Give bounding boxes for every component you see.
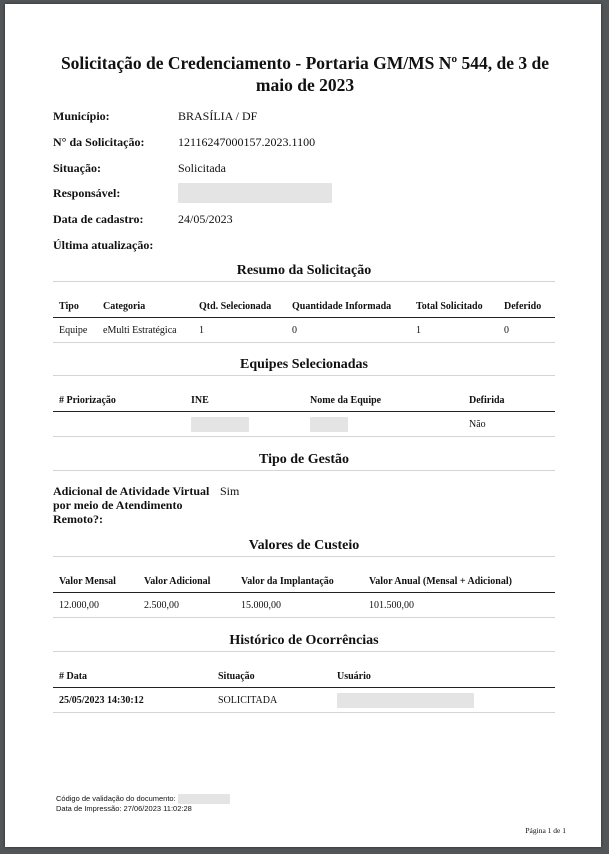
document-footer xyxy=(56,794,230,813)
table-cell: eMulti Estratégica xyxy=(97,318,193,343)
table-cell xyxy=(53,412,185,437)
column-header: Defirida xyxy=(463,389,555,412)
resumo-table xyxy=(53,295,555,343)
column-header: Usuário xyxy=(331,665,555,688)
redacted-block xyxy=(191,417,249,432)
table-cell: 25/05/2023 14:30:12 xyxy=(53,688,212,713)
meta-label: Data de cadastro: xyxy=(53,212,144,226)
column-header: Total Solicitado xyxy=(410,295,498,318)
meta-label: Responsável: xyxy=(53,186,121,200)
table-cell: 1 xyxy=(193,318,286,343)
table-row xyxy=(53,688,555,713)
section-title-resumo: Resumo da Solicitação xyxy=(53,263,555,282)
meta-label: Situação: xyxy=(53,161,101,175)
table-header-row xyxy=(53,665,555,688)
meta-label: N° da Solicitação: xyxy=(53,135,145,149)
table-header-row xyxy=(53,570,555,593)
redacted-block xyxy=(310,417,348,432)
table-cell: SOLICITADA xyxy=(212,688,331,713)
validation-code-line xyxy=(56,794,230,804)
section-title-gestao: Tipo de Gestão xyxy=(53,452,555,471)
table-header-row xyxy=(53,389,555,412)
gestao-value: Sim xyxy=(220,484,240,498)
validation-code-label: Código de validação do documento: xyxy=(56,794,176,803)
redacted-block xyxy=(178,794,230,804)
column-header: Deferido xyxy=(498,295,555,318)
meta-value: BRASÍLIA / DF xyxy=(178,109,258,123)
meta-label: Última atualização: xyxy=(53,238,154,252)
table-cell: 15.000,00 xyxy=(235,593,363,618)
table-cell-redacted xyxy=(331,688,555,713)
column-header: Qtd. Selecionada xyxy=(193,295,286,318)
column-header: Tipo xyxy=(53,295,97,318)
table-cell-redacted xyxy=(304,412,463,437)
table-cell: 1 xyxy=(410,318,498,343)
meta-value: 24/05/2023 xyxy=(178,212,233,226)
gestao-label: Adicional de Atividade Virtual por meio de Atendimento Remoto?: xyxy=(53,484,210,526)
table-cell-redacted xyxy=(185,412,304,437)
historico-table xyxy=(53,665,555,713)
redacted-block xyxy=(337,693,474,708)
section-title-equipes: Equipes Selecionadas xyxy=(53,357,555,376)
table-cell: Não xyxy=(463,412,555,437)
column-header: Situação xyxy=(212,665,331,688)
page-number: Página 1 de 1 xyxy=(525,826,566,835)
table-header-row xyxy=(53,295,555,318)
section-title-custeio: Valores de Custeio xyxy=(53,538,555,557)
table-cell: 101.500,00 xyxy=(363,593,555,618)
column-header: Valor da Implantação xyxy=(235,570,363,593)
meta-value: 12116247000157.2023.1100 xyxy=(178,135,316,149)
custeio-table xyxy=(53,570,555,618)
column-header: Nome da Equipe xyxy=(304,389,463,412)
table-cell: 0 xyxy=(286,318,410,343)
table-row xyxy=(53,593,555,618)
table-cell: Equipe xyxy=(53,318,97,343)
column-header: Valor Adicional xyxy=(138,570,235,593)
table-cell: 12.000,00 xyxy=(53,593,138,618)
document-title: Solicitação de Credenciamento - Portaria GM/MS Nº 544, de 3 de maio de 2023 xyxy=(60,53,550,95)
table-row xyxy=(53,412,555,437)
print-date: Data de Impressão: 27/06/2023 11:02:28 xyxy=(56,804,192,814)
column-header: Valor Anual (Mensal + Adicional) xyxy=(363,570,555,593)
column-header: INE xyxy=(185,389,304,412)
table-row xyxy=(53,318,555,343)
meta-value: Solicitada xyxy=(178,161,226,175)
column-header: Quantidade Informada xyxy=(286,295,410,318)
table-cell: 0 xyxy=(498,318,555,343)
section-title-historico: Histórico de Ocorrências xyxy=(53,633,555,652)
meta-label: Município: xyxy=(53,109,110,123)
column-header: # Priorização xyxy=(53,389,185,412)
column-header: Categoria xyxy=(97,295,193,318)
table-cell: 2.500,00 xyxy=(138,593,235,618)
redacted-block xyxy=(178,183,332,203)
column-header: # Data xyxy=(53,665,212,688)
meta-value-redacted xyxy=(178,183,332,207)
equipes-table xyxy=(53,389,555,437)
document-page xyxy=(5,4,601,847)
column-header: Valor Mensal xyxy=(53,570,138,593)
